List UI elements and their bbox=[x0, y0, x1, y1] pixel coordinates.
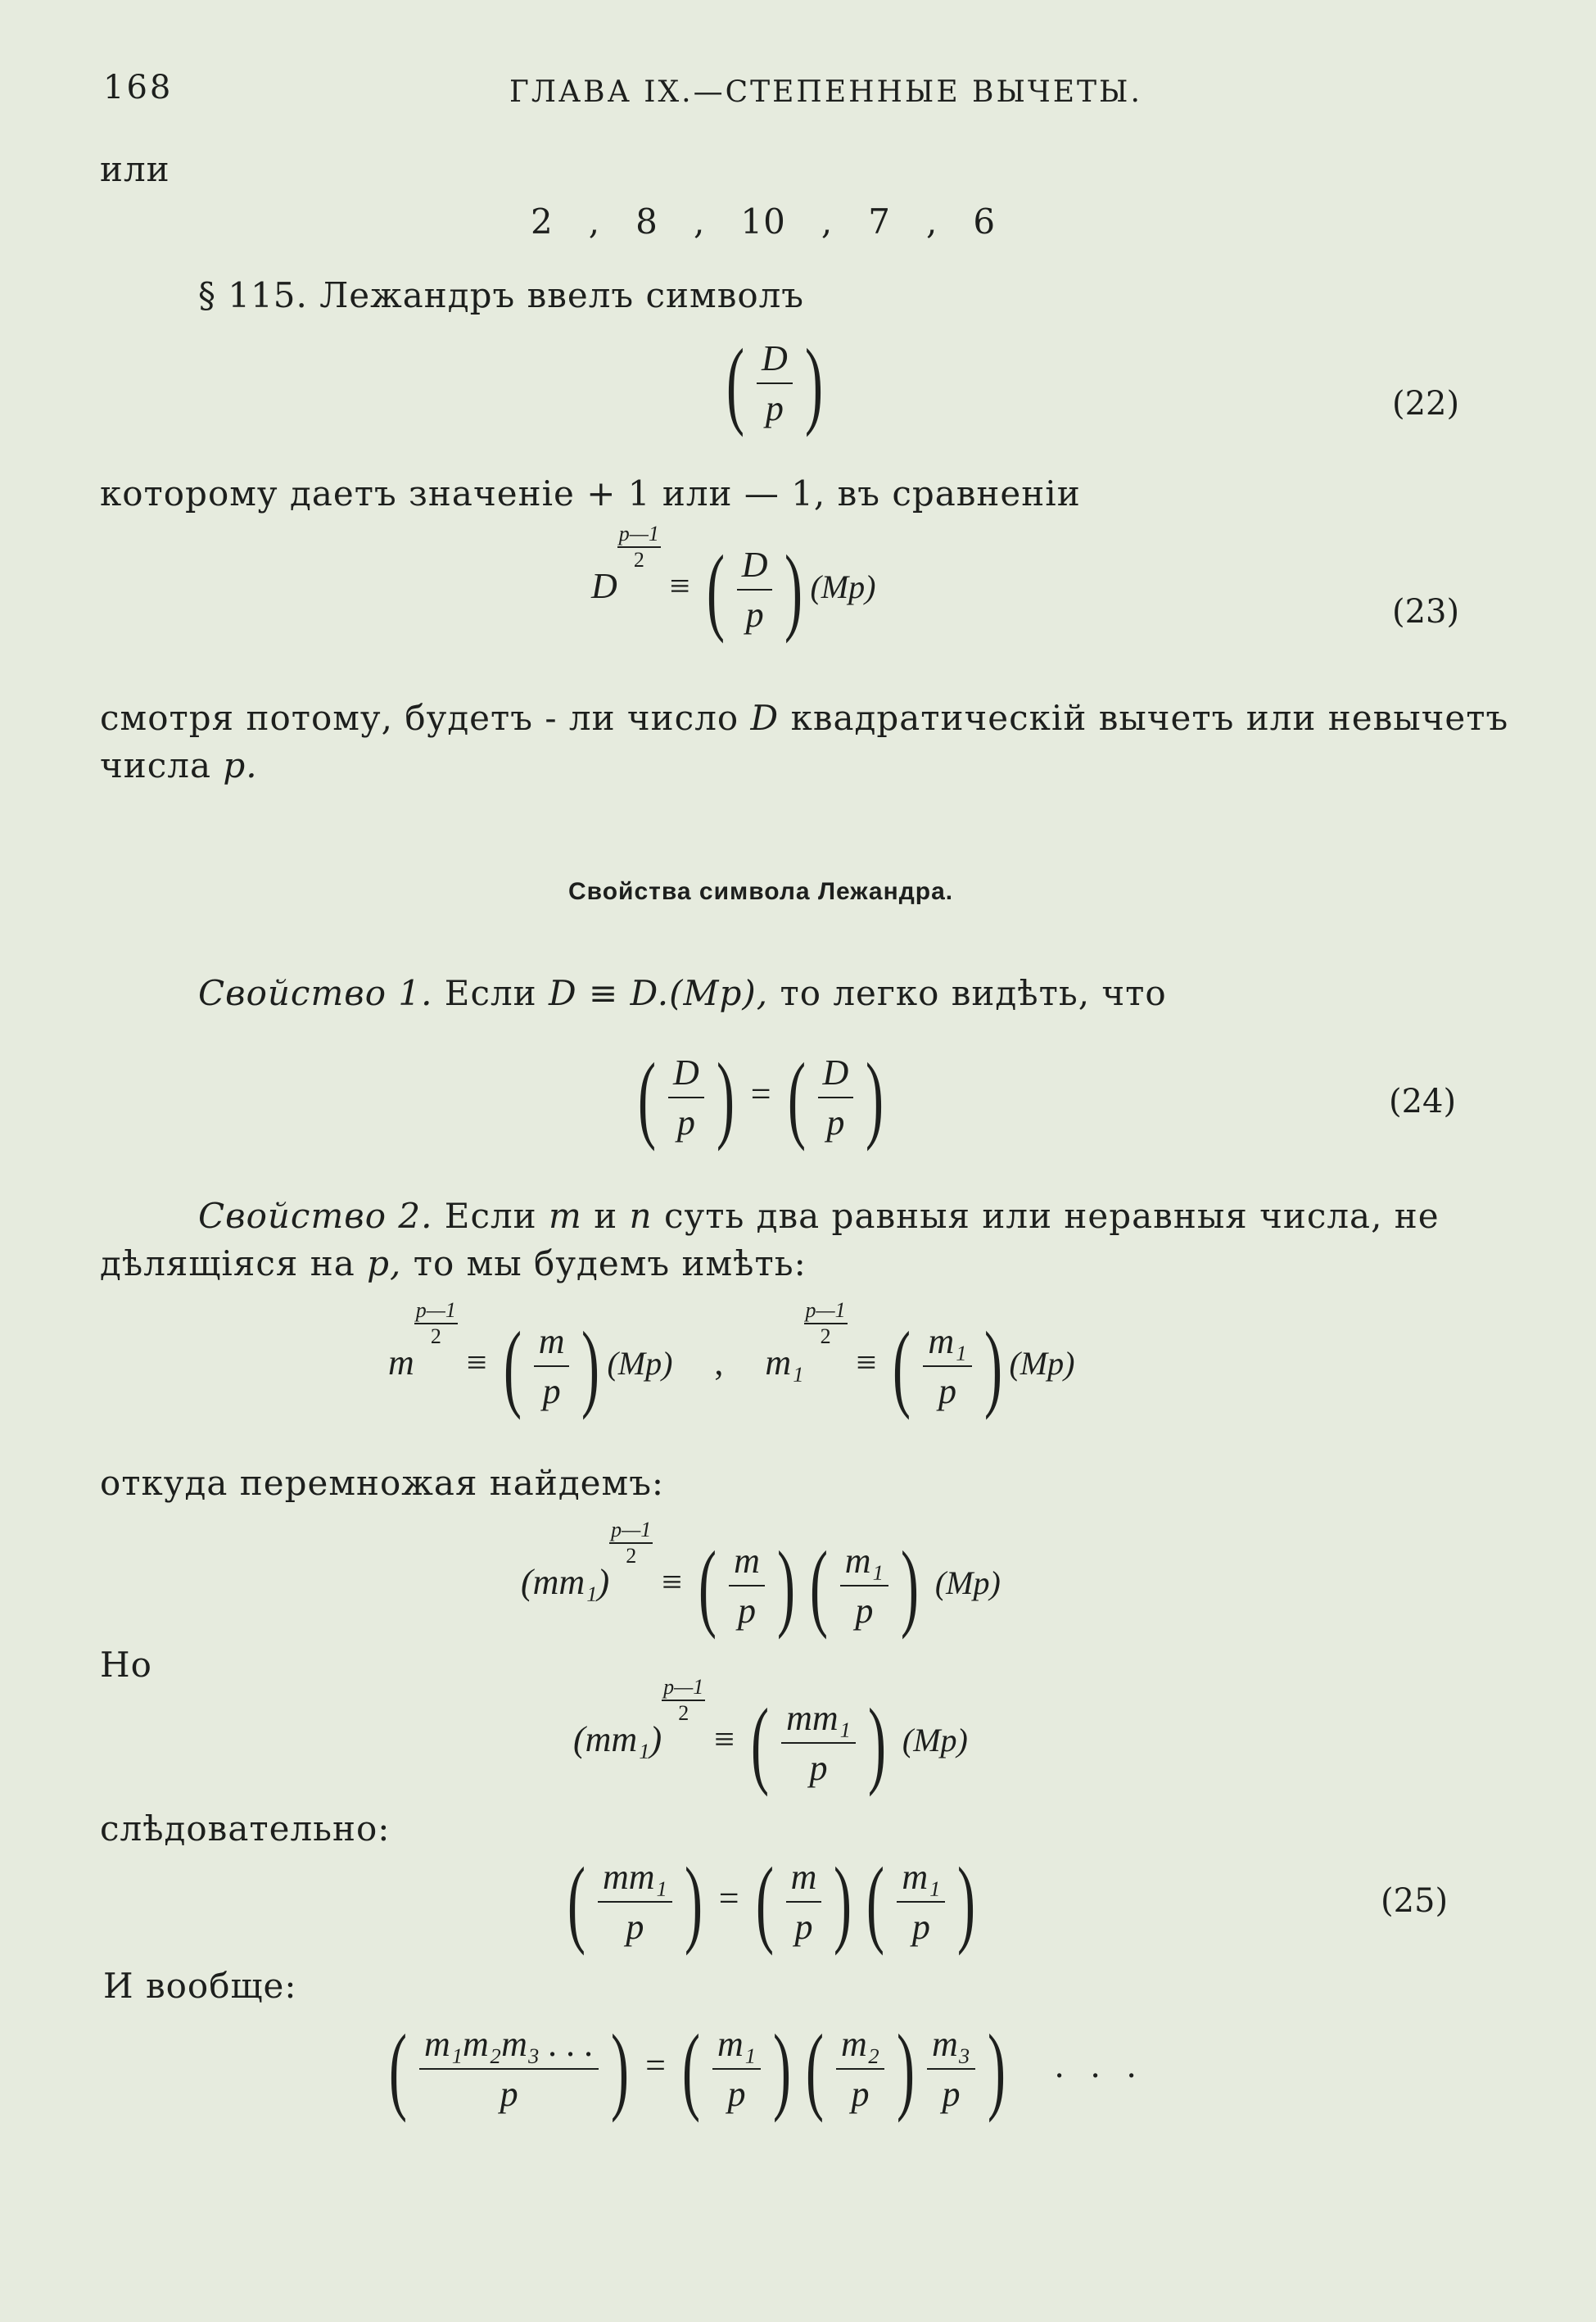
text-but: Но bbox=[100, 1645, 152, 1685]
residue-sequence: 2 , 8 , 10 , 7 , 6 bbox=[531, 201, 997, 242]
section-115-intro: § 115. Лежандръ ввелъ символъ bbox=[198, 275, 805, 315]
text-whence: откуда перемножая найдемъ: bbox=[100, 1463, 665, 1503]
equation-euler-m: m $\frac{p—1}{2}$ ≡ ( $\frac{m}{p}$ ) (Mp) , m₁ $\frac{p—1}{2}$ ≡ ( $\frac{\text{m₁}}{p}$ ) (Mp) bbox=[388, 1298, 1075, 1420]
equation-product: (mm₁) $\frac{p—1}{2}$ ≡ ( $\frac{m}{p}$ ) ( $\frac{\text{m₁}}{p}$ ) (Mp) bbox=[521, 1518, 1001, 1640]
section-heading: Свойства символа Лежандра. bbox=[568, 878, 954, 905]
text-therefore: слѣдовательно: bbox=[100, 1808, 391, 1849]
equation-22: ( $\frac{D}{p}$ ) bbox=[726, 328, 823, 437]
text-in-general: И вообще: bbox=[103, 1966, 297, 2006]
equation-24: ( $\frac{D}{p}$ ) = ( $\frac{D}{p}$ ) bbox=[637, 1043, 884, 1152]
equation-number-23: (23) bbox=[1392, 593, 1460, 631]
equation-product-2: (mm₁) $\frac{p—1}{2}$ ≡ ( $\frac{\text{mm₁}}{p}$ ) (Mp) bbox=[573, 1675, 968, 1797]
property-1-line: Свойство 1. Если D ≡ D.(Mp), то легко видѣть, что bbox=[198, 973, 1167, 1013]
text-depending-line1: смотря потому, будетъ - ли число D квадратическій вычетъ или невычетъ bbox=[100, 698, 1509, 738]
equation-25: ( $\frac{\text{mm₁}}{p}$ ) = ( $\frac{m}{p}$ ) ( $\frac{\text{m₁}}{p}$ ) bbox=[567, 1847, 976, 1956]
equation-general: ( $\frac{\text{m₁m₂m₃ . . .}}{p}$ ) = ( $\frac{\text{m₁}}{p}$ ) ( $\frac{\text{m₂}}{p}$ ) $\frac{\text{m₃}}{p}$ ) . . . bbox=[388, 2014, 1137, 2123]
equation-number-22: (22) bbox=[1392, 385, 1460, 423]
equation-number-24: (24) bbox=[1389, 1083, 1457, 1120]
property-2-line1: Свойство 2. Если m и n суть два равныя или неравныя числа, не bbox=[198, 1196, 1440, 1236]
page-number: 168 bbox=[103, 69, 174, 106]
property-2-line2: дѣлящіяся на p, то мы будемъ имѣть: bbox=[100, 1243, 807, 1283]
running-title: ГЛАВА IX.—СТЕПЕННЫЕ ВЫЧЕТЫ. bbox=[509, 75, 1142, 109]
text-ili: или bbox=[100, 149, 170, 189]
equation-23: D $\frac{p—1}{2}$ ≡ ( $\frac{D}{p}$ ) (Mp) bbox=[591, 522, 876, 644]
text-depending-line2: числа p. bbox=[100, 745, 258, 785]
equation-number-25: (25) bbox=[1381, 1882, 1449, 1920]
text-which-gives: которому даетъ значеніе + 1 или — 1, въ сравненіи bbox=[100, 473, 1081, 514]
